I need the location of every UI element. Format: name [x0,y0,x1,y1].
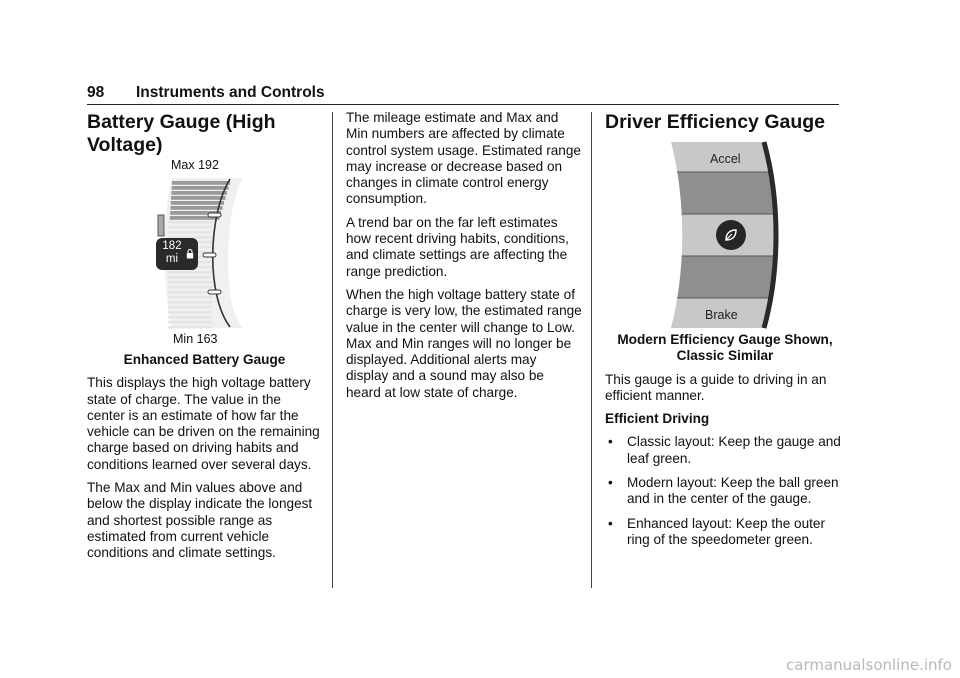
efficiency-gauge-caption [605,332,845,365]
brake-label: Brake [705,308,738,322]
right-column-body [605,332,845,556]
charge-bar [168,231,212,233]
bullet-glyph: • [608,515,613,531]
caption-line-1: Modern Efficiency Gauge Shown, [617,332,833,347]
leaf-icon [723,227,739,243]
min-tick [208,290,221,294]
charge-bar [171,191,227,195]
battery-gauge-heading: Battery Gauge (High Voltage) [87,111,276,156]
charge-bar [168,296,212,298]
efficient-driving-subheading: Efficient Driving [605,411,710,427]
charge-bar [171,196,225,200]
list-item-text: Enhanced layout: Keep the outer ring of the speedometer green. [627,515,826,547]
charge-bar [168,306,212,308]
efficient-driving-list [605,434,845,548]
list-item-text: Modern layout: Keep the ball green and in the center of the gauge. [627,475,839,507]
section-title: Instruments and Controls [136,84,325,101]
efficiency-intro: This gauge is a guide to driving in an efficient manner. [605,371,827,403]
max-tick [208,213,221,217]
list-item [605,434,845,467]
charge-bar [172,186,229,190]
charge-bar [168,311,212,313]
charge-bar [168,221,212,223]
charge-bar [168,326,212,328]
charge-bar [168,286,212,288]
charge-bar [168,291,212,293]
range-unit: mi [165,253,179,265]
column-divider-1 [332,112,333,588]
charge-bar [171,201,224,205]
caption-line-2: Classic Similar [676,348,774,364]
charge-bar [168,321,212,323]
charge-bar [168,226,212,228]
left-column-body [87,352,322,569]
charge-bar [172,181,230,185]
efficiency-gauge-figure [668,140,783,330]
lower-band [668,256,783,298]
trend-bar [158,215,164,236]
charge-bar [171,206,223,210]
charge-bar [168,271,212,273]
center-tick [203,253,216,257]
charge-bar [168,316,212,318]
bullet-glyph: • [608,475,613,491]
list-item-text: Classic layout: Keep the gauge and leaf green. [627,434,841,466]
left-column [87,111,322,157]
battery-paragraph-1: This displays the high voltage battery state of charge. The value in the center is an estimate of how far the vehicle can be driven on the remaining charge based on driving habits and conditions learned over several days. [87,375,320,472]
upper-band [668,172,783,214]
watermark: carmanualsonline.info [786,656,952,674]
middle-paragraph-3: When the high voltage battery state of charge is very low, the estimated range value in the center will change to Low. Max and Min ranges will no longer be displayed. Additional alerts may display and a sound may also be heard at low state of charge. [346,286,582,400]
middle-paragraph-2: A trend bar on the far left estimates how recent driving habits, conditions, and climate settings are affecting the range prediction. [346,214,569,279]
bullet-glyph: • [608,434,613,450]
page-number: 98 [87,84,105,101]
efficiency-gauge-heading: Driver Efficiency Gauge [605,111,826,133]
right-column-heading [605,111,845,134]
charge-bar [168,276,212,278]
running-header [87,84,839,105]
battery-gauge-caption: Enhanced Battery Gauge [123,352,286,367]
lock-icon [186,249,194,259]
range-value: 182 [162,240,182,252]
column-divider-2 [591,112,592,588]
list-item [605,516,845,549]
gauge-min-label: Min 163 [173,332,218,346]
middle-paragraph-1: The mileage estimate and Max and Min numbers are affected by climate control system usage. Estimated range may increase or decrease based on changes in climate control energy consumption. [346,110,581,207]
charge-bar [168,301,212,303]
gauge-max-label: Max 192 [171,158,219,172]
charge-bar [168,281,212,283]
accel-label: Accel [710,152,741,166]
battery-paragraph-2: The Max and Min values above and below the display indicate the longest and shortest possible range as estimated from current vehicle conditions and climate settings. [87,480,313,561]
list-item [605,475,845,508]
middle-column [346,110,582,408]
battery-gauge-figure [150,157,260,347]
